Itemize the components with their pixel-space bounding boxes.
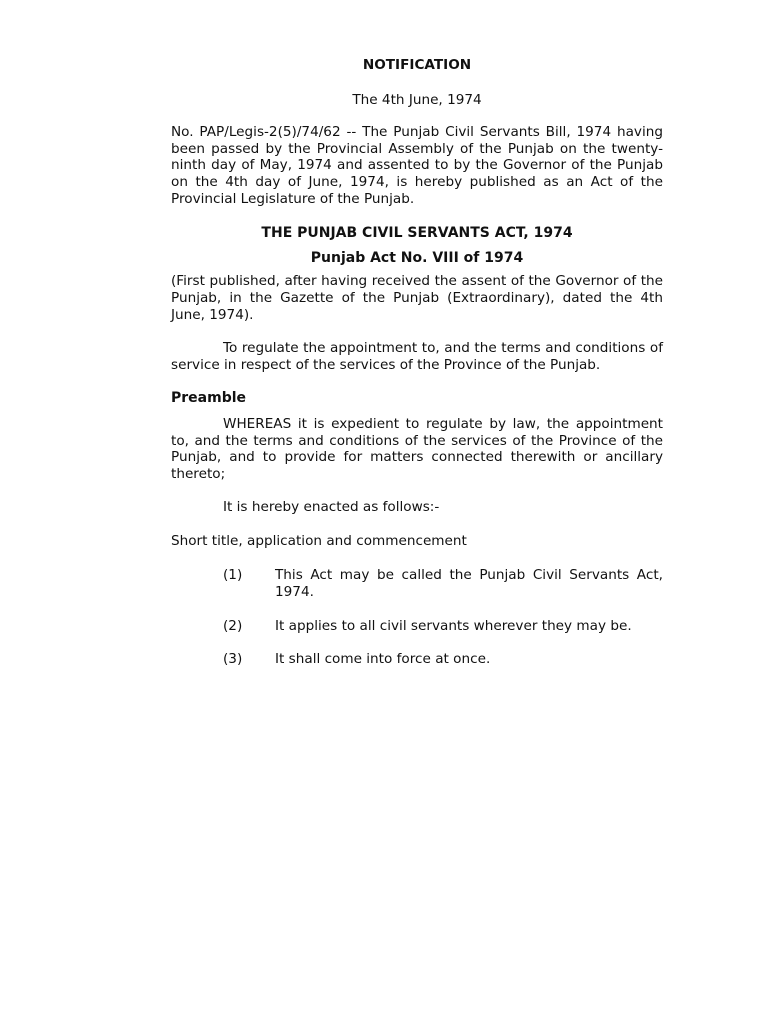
- document-body: [171, 57, 663, 685]
- first-published-note: (First published, after having received the assent of the Governor of the Punjab, in the Gazette of the Punjab (Extraordinary), dated the 4th June, 1974).: [171, 273, 663, 323]
- act-number: Punjab Act No. VIII of 1974: [310, 249, 524, 266]
- enactment-clause: It is hereby enacted as follows:-: [223, 499, 440, 516]
- preamble-heading: Preamble: [171, 390, 247, 407]
- notification-body: No. PAP/Legis-2(5)/74/62 -- The Punjab Civil Servants Bill, 1974 having been passed by the Provincial Assembly of the Punjab on the twenty-ninth day of May, 1974 and assented to by the Governor of the Punjab on the 4th day of June, 1974, is hereby published as an Act of the Provincial Legislature of the Punjab.: [171, 124, 663, 207]
- act-title: THE PUNJAB CIVIL SERVANTS ACT, 1974: [261, 225, 573, 242]
- clause-number: (1): [223, 567, 243, 584]
- clause-text: This Act may be called the Punjab Civil Servants Act, 1974.: [275, 567, 663, 601]
- preamble-text: WHEREAS it is expedient to regulate by law, the appointment to, and the terms and conditions of the services of the Province of the Punjab, and to provide for matters connected therewith or ancillary thereto;: [171, 415, 663, 482]
- act-purpose: To regulate the appointment to, and the terms and conditions of service in respect of the services of the Province of the Punjab.: [171, 340, 663, 373]
- notification-date: The 4th June, 1974: [352, 91, 482, 108]
- section-title: Short title, application and commencement: [171, 532, 467, 549]
- clause-number: (2): [223, 617, 243, 634]
- clause-item: [171, 618, 663, 635]
- clause-item: [171, 567, 663, 600]
- clause-text: It applies to all civil servants wherever they may be.: [275, 617, 632, 634]
- clause-number: (3): [223, 651, 243, 668]
- clause-list: [171, 567, 663, 667]
- clause-item: [171, 651, 663, 668]
- clause-text: It shall come into force at once.: [275, 651, 491, 668]
- notification-heading: NOTIFICATION: [362, 57, 472, 73]
